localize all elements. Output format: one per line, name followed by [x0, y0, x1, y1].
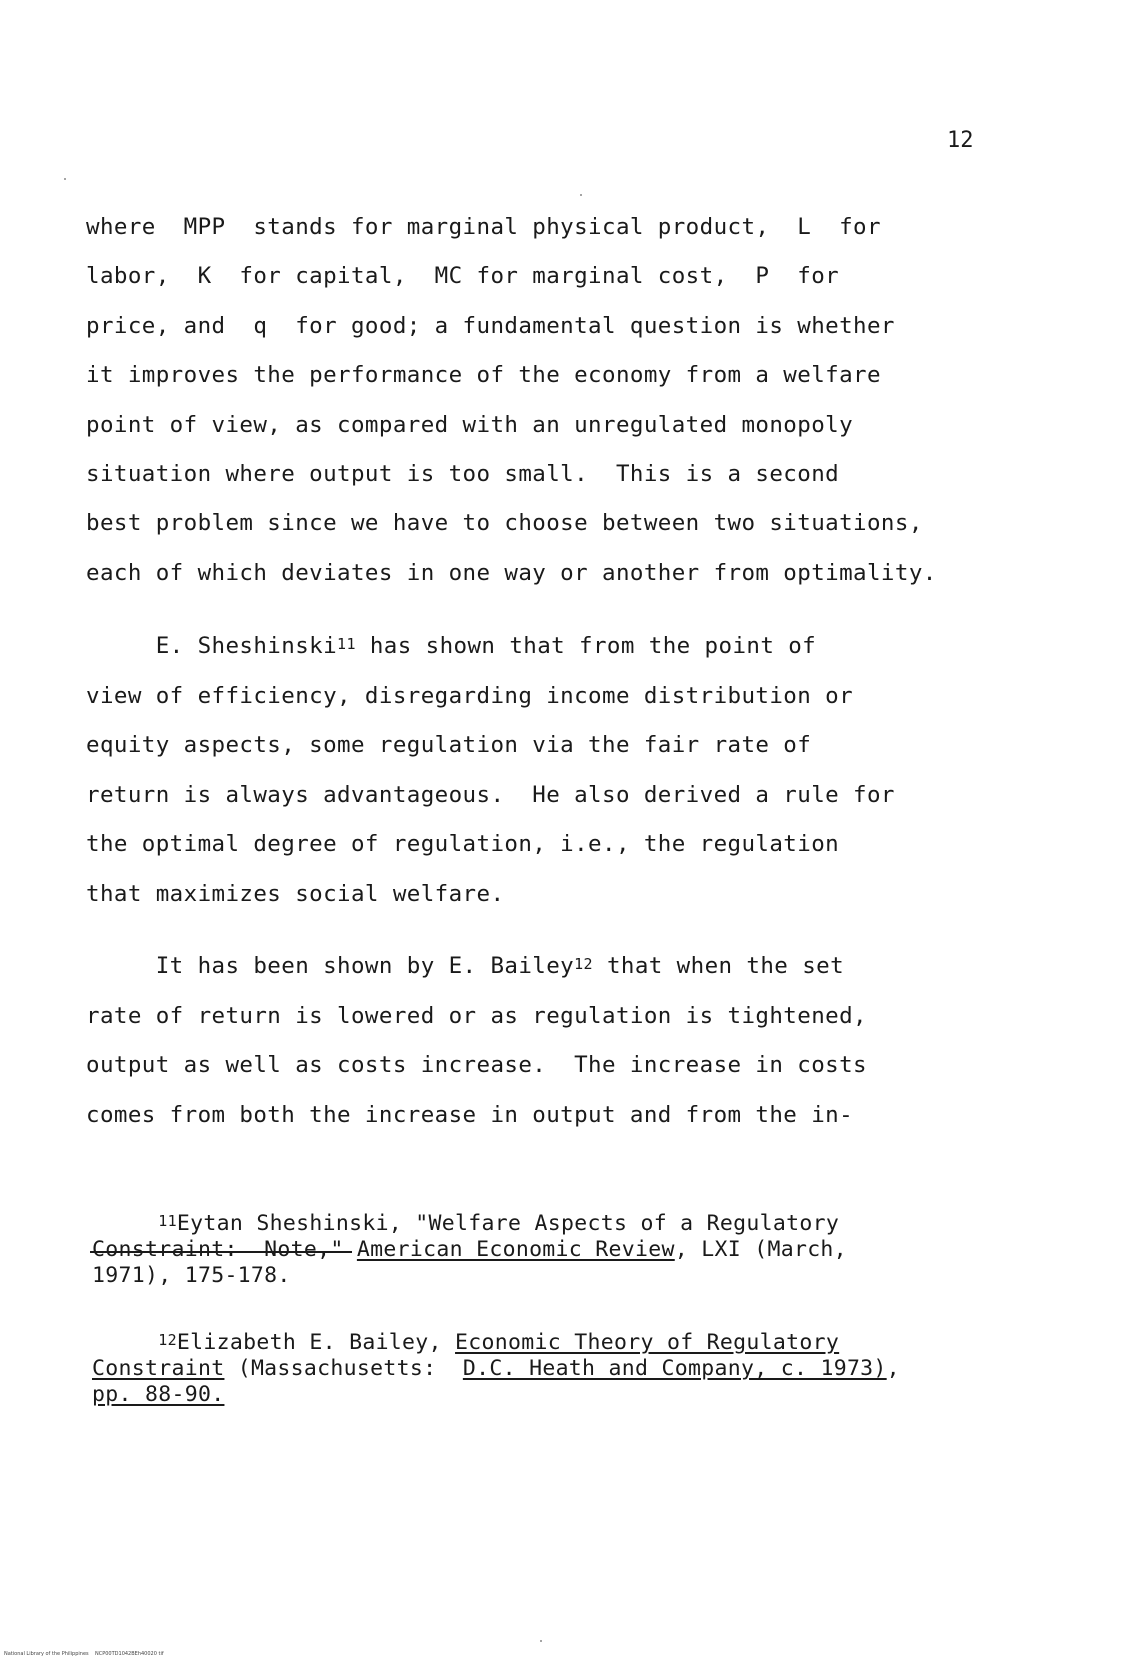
footnote-ref: 11 — [337, 635, 356, 653]
text-line: situation where output is too small. This is a second — [86, 461, 840, 487]
footnote-ref: 12 — [574, 955, 593, 973]
footnote-line — [92, 1237, 847, 1262]
page-number: 12 — [947, 128, 974, 153]
text-line: equity aspects, some regulation via the fair rate of — [86, 732, 812, 758]
text-line: output as well as costs increase. The increase in costs — [86, 1052, 867, 1078]
text-line: view of efficiency, disregarding income distribution or — [86, 683, 854, 709]
text-line: rate of return is lowered or as regulation is tightened, — [86, 1003, 867, 1029]
text-segment: Elizabeth E. Bailey, — [176, 1330, 456, 1355]
text-line — [86, 633, 816, 659]
archive-imprint: National Library of the Philippines NCP00TD1042BEh40020 tif — [4, 1651, 164, 1657]
footnote-line: 1971), 175-178. — [92, 1263, 291, 1288]
book-title: Economic Theory of Regulatory — [455, 1330, 840, 1355]
text-segment: has shown that from the point of — [355, 633, 817, 659]
footnote-line — [92, 1330, 839, 1355]
text-line: return is always advantageous. He also derived a rule for — [86, 782, 895, 808]
text-line — [86, 953, 844, 979]
publisher: D.C. Heath and Company, c. 1973) — [462, 1356, 887, 1381]
text-segment: , — [886, 1356, 900, 1381]
text-line: each of which deviates in one way or another from optimality. — [86, 560, 937, 586]
footnote-marker: 11 — [158, 1212, 177, 1230]
journal-title: American Economic Review — [356, 1237, 675, 1262]
text-line: it improves the performance of the economy from a welfare — [86, 362, 881, 388]
book-title: Constraint — [92, 1356, 225, 1381]
text-line: where MPP stands for marginal physical product, L for — [86, 214, 881, 240]
footnote-line — [92, 1356, 900, 1381]
text-line: the optimal degree of regulation, i.e., the regulation — [86, 831, 840, 857]
text-line: comes from both the increase in output and from the in- — [86, 1102, 854, 1128]
scan-speck — [540, 1640, 542, 1642]
scan-speck — [64, 178, 66, 180]
footnote-marker: 12 — [158, 1331, 177, 1349]
text-line: that maximizes social welfare. — [86, 881, 505, 907]
page-range: pp. 88-90. — [92, 1382, 225, 1407]
footnote-line — [92, 1382, 224, 1407]
text-line: price, and q for good; a fundamental question is whether — [86, 313, 895, 339]
text-segment: , LXI (March, — [674, 1237, 847, 1262]
text-segment: (Massachusetts: — [224, 1356, 463, 1381]
text-segment: It has been shown by E. Bailey — [86, 953, 575, 979]
text-segment: Eytan Sheshinski, "Welfare Aspects of a Regulatory — [176, 1211, 840, 1236]
text-segment: that when the set — [593, 953, 845, 979]
text-segment: Constraint: Note," — [92, 1237, 357, 1262]
text-segment: E. Sheshinski — [86, 633, 338, 659]
scan-speck — [580, 194, 582, 196]
text-line: point of view, as compared with an unregulated monopoly — [86, 412, 854, 438]
text-line: best problem since we have to choose between two situations, — [86, 510, 923, 536]
text-line: labor, K for capital, MC for marginal cost, P for — [86, 263, 840, 289]
footnote-line — [92, 1211, 839, 1236]
